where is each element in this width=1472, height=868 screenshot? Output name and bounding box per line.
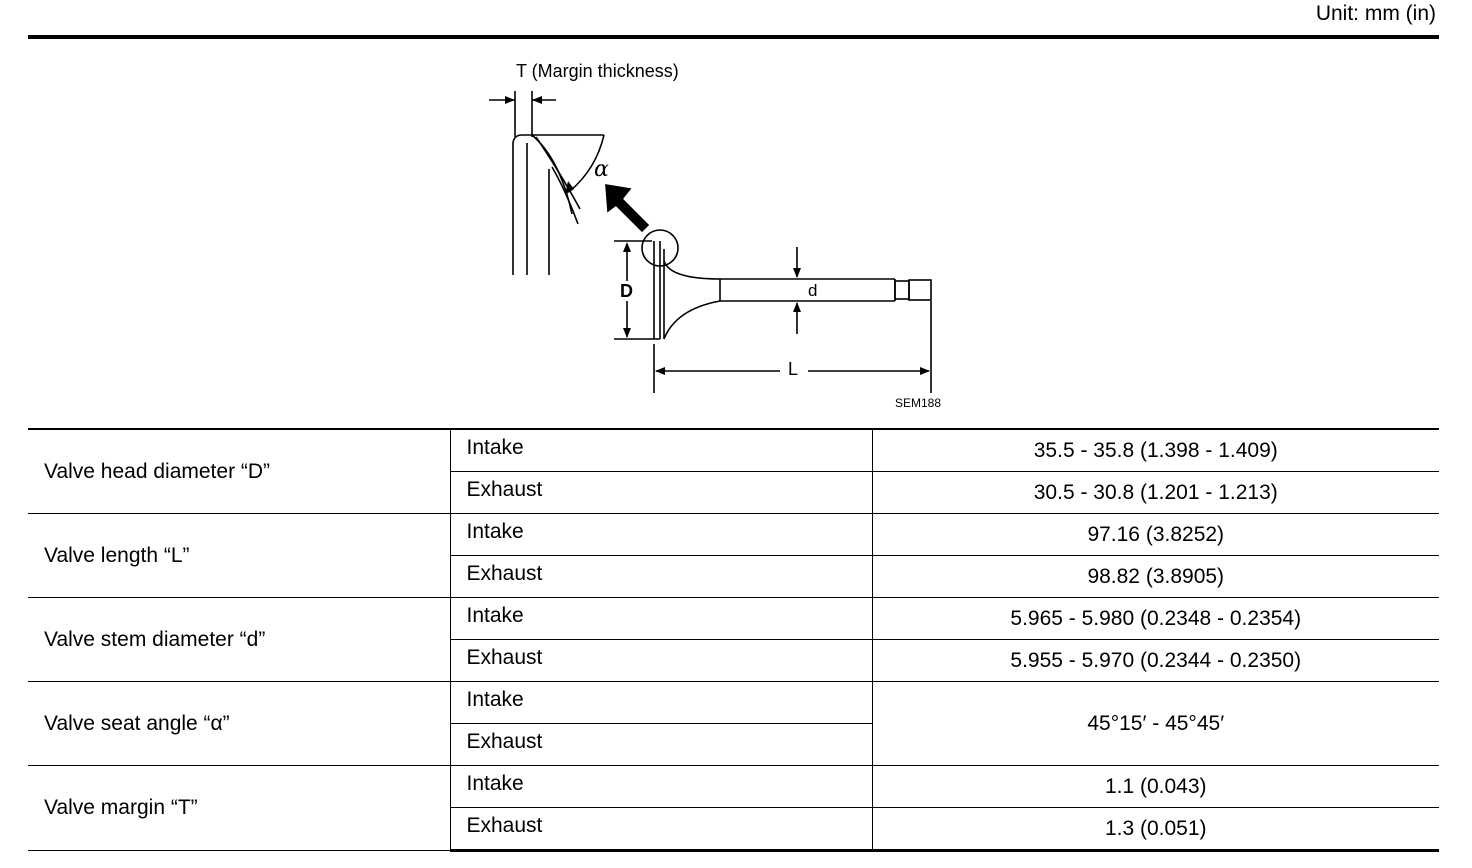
margin-thickness-label: T (Margin thickness) bbox=[516, 61, 679, 81]
head-diameter-label: D bbox=[620, 281, 633, 301]
valve-diagram bbox=[0, 39, 1472, 428]
value-cell: 45°15′ - 45°45′ bbox=[872, 682, 1439, 766]
type-cell: Exhaust bbox=[450, 724, 872, 766]
valve-head-bottom bbox=[664, 301, 720, 339]
type-cell: Exhaust bbox=[450, 556, 872, 598]
margin-detail-outline bbox=[513, 135, 532, 275]
valve-drawing bbox=[0, 39, 1472, 428]
unit-label: Unit: mm (in) bbox=[1315, 2, 1436, 25]
length-label: L bbox=[788, 359, 799, 379]
detail-pointer-arrow bbox=[606, 185, 648, 231]
item-cell: Valve stem diameter “d” bbox=[28, 598, 450, 682]
value-cell: 1.1 (0.043) bbox=[872, 766, 1439, 808]
type-cell: Intake bbox=[450, 514, 872, 556]
value-cell: 30.5 - 30.8 (1.201 - 1.213) bbox=[872, 472, 1439, 514]
value-cell: 5.955 - 5.970 (0.2344 - 0.2350) bbox=[872, 640, 1439, 682]
type-cell: Intake bbox=[450, 429, 872, 472]
table-row bbox=[28, 682, 1439, 724]
value-cell: 35.5 - 35.8 (1.398 - 1.409) bbox=[872, 429, 1439, 472]
table-row bbox=[28, 514, 1439, 556]
valve-head-top bbox=[664, 261, 720, 279]
type-cell: Exhaust bbox=[450, 808, 872, 851]
value-cell: 5.965 - 5.980 (0.2348 - 0.2354) bbox=[872, 598, 1439, 640]
type-cell: Intake bbox=[450, 766, 872, 808]
type-cell: Intake bbox=[450, 598, 872, 640]
table-row bbox=[28, 598, 1439, 640]
valve-spec-table bbox=[28, 428, 1439, 852]
value-cell: 1.3 (0.051) bbox=[872, 808, 1439, 851]
table-row bbox=[28, 766, 1439, 808]
item-cell: Valve seat angle “α” bbox=[28, 682, 450, 766]
type-cell: Exhaust bbox=[450, 640, 872, 682]
item-cell: Valve head diameter “D” bbox=[28, 429, 450, 514]
type-cell: Intake bbox=[450, 682, 872, 724]
type-cell: Exhaust bbox=[450, 472, 872, 514]
value-cell: 97.16 (3.8252) bbox=[872, 514, 1439, 556]
figure-code: SEM188 bbox=[895, 396, 942, 410]
value-cell: 98.82 (3.8905) bbox=[872, 556, 1439, 598]
table-row bbox=[28, 429, 1439, 472]
stem-diameter-label: d bbox=[808, 281, 818, 300]
alpha-label: α bbox=[594, 157, 609, 182]
item-cell: Valve length “L” bbox=[28, 514, 450, 598]
item-cell: Valve margin “T” bbox=[28, 766, 450, 851]
